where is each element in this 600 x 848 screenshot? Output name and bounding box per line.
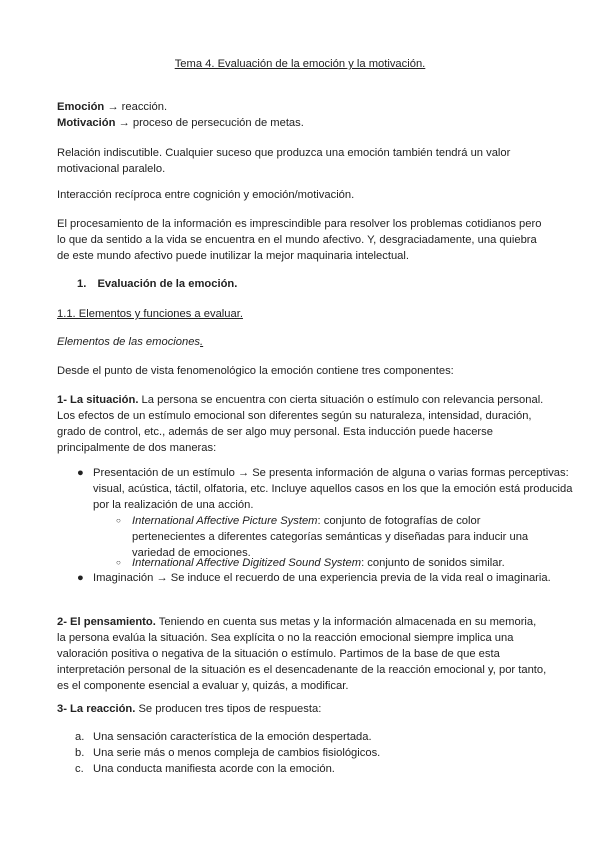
subbullet-iads-text: : conjunto de sonidos similar. bbox=[361, 557, 505, 569]
component-reaccion bbox=[57, 701, 547, 717]
bullet-estimulo-text: Presentación de un estímulo → Se presenta información de alguna o varias formas perceptivas: visual, acústica, táctil, olfatoria, etc. Incluye aquellos casos en los que la emoción está producida por la realización de una acción. bbox=[93, 467, 573, 511]
component-pensamiento-text: Teniendo en cuenta sus metas y la información almacenada en su memoria, la persona evalúa la situación. Sea explícita o no la reacción emocional siempre implica una valoración positiva o negativa de la situación o estímulo. Partimos de la base de que esta interpretación personal de la situación es el desencadenante de la reacción emocional y, por tanto, es el componente esencial a evaluar y, quizás, a modificar. bbox=[57, 616, 547, 692]
term-emocion: Emoción bbox=[57, 101, 105, 113]
subbullet-iaps-term: International Affective Picture System bbox=[132, 515, 318, 527]
list-marker: b. bbox=[75, 747, 85, 759]
bullet-marker: ● bbox=[77, 572, 84, 584]
def-motivacion-text: → proceso de persecución de metas. bbox=[115, 117, 304, 129]
bullet-imaginacion bbox=[77, 570, 573, 586]
bullet-marker: ● bbox=[77, 467, 84, 479]
component-situacion bbox=[57, 392, 547, 456]
subbullet-marker: ○ bbox=[116, 516, 121, 525]
component-pensamiento bbox=[57, 614, 547, 694]
list-marker: c. bbox=[75, 763, 84, 775]
section-title: Evaluación de la emoción. bbox=[97, 278, 238, 290]
list-item bbox=[75, 745, 381, 761]
section-heading bbox=[77, 276, 567, 292]
page-title: Tema 4. Evaluación de la emoción y la motivación. bbox=[174, 58, 426, 70]
italic-heading-text: Elementos de las emociones bbox=[57, 336, 201, 348]
subbullet-iaps-text: : conjunto de fotografías de color pertenecientes a diferentes categorías semánticas y diseñadas para inducir una variedad de emociones. bbox=[132, 515, 529, 559]
intro-paragraph: Desde el punto de vista fenomenológico la emoción contiene tres componentes: bbox=[57, 365, 454, 377]
italic-heading: Elementos de las emociones. bbox=[57, 336, 204, 348]
def-motivacion bbox=[57, 115, 547, 131]
list-item bbox=[75, 761, 335, 777]
list-item-text: Una conducta manifiesta acorde con la emoción. bbox=[93, 763, 335, 775]
list-item-text: Una serie más o menos compleja de cambios fisiológicos. bbox=[93, 747, 381, 759]
term-motivacion: Motivación bbox=[57, 117, 116, 129]
list-item bbox=[75, 729, 372, 745]
component-situacion-label: 1- La situación. bbox=[57, 394, 139, 406]
def-emocion-text: → reacción. bbox=[104, 101, 168, 113]
subsection-heading: 1.1. Elementos y funciones a evaluar. bbox=[57, 308, 243, 320]
subbullet-marker: ○ bbox=[116, 558, 121, 567]
paragraph-interaccion: Interacción recíproca entre cognición y emoción/motivación. bbox=[57, 189, 355, 201]
component-pensamiento-label: 2- El pensamiento. bbox=[57, 616, 156, 628]
list-marker: a. bbox=[75, 731, 85, 743]
subbullet-iads-term: International Affective Digitized Sound System bbox=[132, 557, 362, 569]
component-reaccion-text: Se producen tres tipos de respuesta: bbox=[135, 703, 322, 715]
bullet-imaginacion-text: Imaginación → Se induce el recuerdo de una experiencia previa de la vida real o imaginaria. bbox=[93, 572, 551, 584]
paragraph-relacion: Relación indiscutible. Cualquier suceso que produzca una emoción también tendrá un valor motivacional paralelo. bbox=[57, 147, 511, 175]
section-number: 1. bbox=[77, 278, 87, 290]
list-item-text: Una sensación característica de la emoción despertada. bbox=[93, 731, 372, 743]
subbullet-iads bbox=[116, 555, 552, 571]
paragraph-procesamiento: El procesamiento de la información es imprescindible para resolver los problemas cotidianos pero lo que da sentido a la vida se encuentra en el mundo afectivo. Y, desgraciadamente, una quiebra de este mundo afectivo puede inutilizar la mejor maquinaria intelectual. bbox=[57, 218, 542, 262]
def-emocion bbox=[57, 99, 547, 115]
subbullet-iaps bbox=[116, 513, 552, 561]
definitions bbox=[57, 99, 547, 131]
component-situacion-text: La persona se encuentra con cierta situación o estímulo con relevancia personal. Los efectos de un estímulo emocional son diferentes según su naturaleza, intensidad, duración, grado de control, etc., además de ser algo muy personal. Esta inducción puede hacerse principalmente de dos maneras: bbox=[57, 394, 544, 454]
bullet-estimulo bbox=[77, 465, 573, 513]
component-reaccion-label: 3- La reacción. bbox=[57, 703, 136, 715]
